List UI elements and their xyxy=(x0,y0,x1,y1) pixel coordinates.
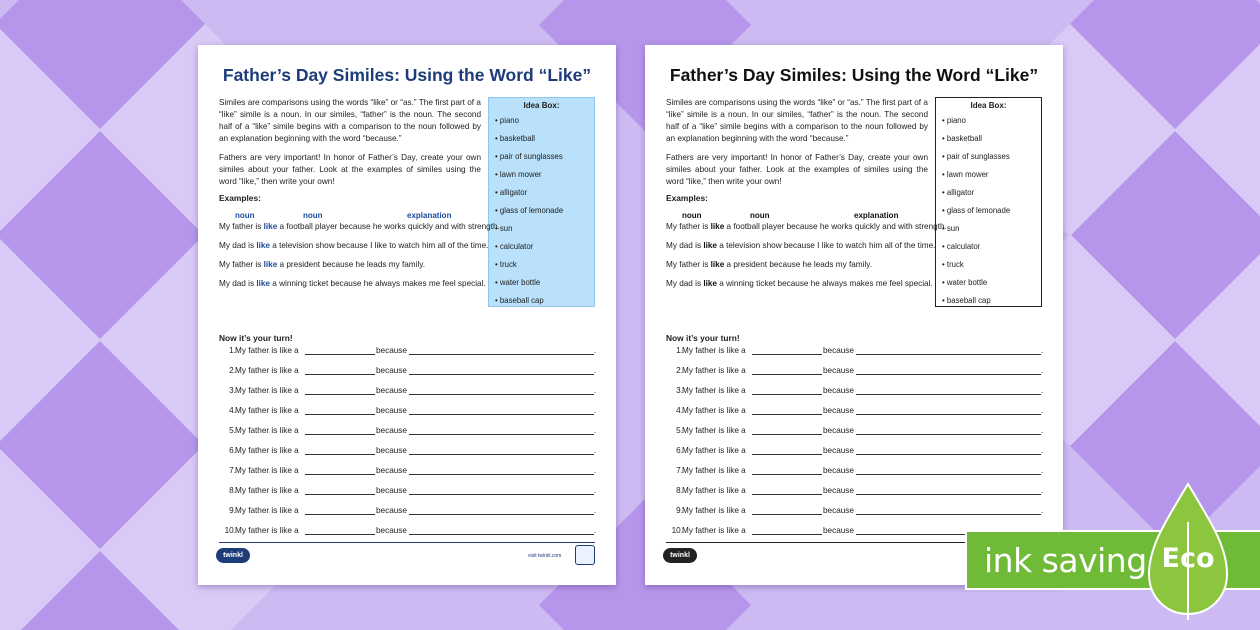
idea-item: • basketball xyxy=(942,130,1035,148)
footer-divider xyxy=(219,542,595,543)
blank-field[interactable] xyxy=(409,434,594,435)
worksheet-ink-saving xyxy=(645,45,1063,585)
blank-field[interactable] xyxy=(409,354,594,355)
blank-field[interactable] xyxy=(305,394,375,395)
blank-field[interactable] xyxy=(752,514,822,515)
eco-label: Eco xyxy=(1161,543,1215,574)
idea-box-heading: Idea Box: xyxy=(970,101,1007,110)
example-sentence: My dad is like a television show because I like to watch him all of the time. xyxy=(666,241,936,250)
examples-list xyxy=(219,221,604,297)
blank-field[interactable] xyxy=(409,474,594,475)
intro-text xyxy=(666,97,928,195)
blank-field[interactable] xyxy=(305,494,375,495)
blank-field[interactable] xyxy=(752,374,822,375)
example-sentence: My father is like a president because he leads my family. xyxy=(219,260,426,269)
blank-field[interactable] xyxy=(856,414,1041,415)
idea-item: • glass of lemonade xyxy=(942,202,1035,220)
blank-field[interactable] xyxy=(752,474,822,475)
worksheet-title: Father’s Day Similes: Using the Word “Like” xyxy=(669,65,1039,85)
example-sentence: My dad is like a winning ticket because he always makes me feel special. xyxy=(219,279,486,288)
idea-item: • baseball cap xyxy=(942,292,1035,310)
worksheet-title: Father’s Day Similes: Using the Word “Like” xyxy=(222,65,592,85)
blank-field[interactable] xyxy=(409,494,594,495)
blank-field[interactable] xyxy=(305,514,375,515)
idea-item: • baseball cap xyxy=(495,292,588,310)
idea-item: • calculator xyxy=(495,238,588,256)
explanation-label: explanation xyxy=(407,211,452,220)
idea-item: • pair of sunglasses xyxy=(942,148,1035,166)
quality-badge-icon xyxy=(575,545,595,565)
idea-item: • piano xyxy=(495,112,588,130)
blank-field[interactable] xyxy=(752,394,822,395)
blank-field[interactable] xyxy=(305,414,375,415)
intro-paragraph: Similes are comparisons using the words “like” or “as.” The first part of a “like” simile is a noun. In our similes, “father” is the noun. The second half of a “like” simile begins with a comparison to the noun followed by an explanation beginning with the word “because.” xyxy=(219,98,481,143)
writing-line: 7. My father is like a because . xyxy=(676,466,1044,475)
writing-line: 5. My father is like a because . xyxy=(229,426,597,435)
blank-field[interactable] xyxy=(856,374,1041,375)
idea-item: • sun xyxy=(942,220,1035,238)
idea-item: • calculator xyxy=(942,238,1035,256)
examples-heading: Examples: xyxy=(666,193,708,203)
writing-line: 6. My father is like a because . xyxy=(676,446,1044,455)
blank-field[interactable] xyxy=(752,354,822,355)
blank-field[interactable] xyxy=(752,494,822,495)
idea-item: • piano xyxy=(942,112,1035,130)
noun-label: noun xyxy=(235,211,255,220)
blank-field[interactable] xyxy=(856,514,1041,515)
writing-line: 10. My father is like a because . xyxy=(224,526,597,535)
intro-paragraph: Fathers are very important! In honor of Father’s Day, create your own similes about your father. Look at the examples of similes using the word “like,” then write your own! xyxy=(219,153,481,186)
visit-link: visit twinkl.com xyxy=(528,553,562,559)
writing-line: 8. My father is like a because . xyxy=(229,486,597,495)
writing-lines xyxy=(219,345,599,545)
twinkl-logo: twinkl xyxy=(663,548,697,563)
blank-field[interactable] xyxy=(409,374,594,375)
idea-item: • water bottle xyxy=(495,274,588,292)
blank-field[interactable] xyxy=(305,474,375,475)
blank-field[interactable] xyxy=(305,374,375,375)
blank-field[interactable] xyxy=(856,394,1041,395)
idea-item: • water bottle xyxy=(942,274,1035,292)
writing-line: 2. My father is like a because . xyxy=(676,366,1044,375)
blank-field[interactable] xyxy=(305,354,375,355)
blank-field[interactable] xyxy=(856,454,1041,455)
idea-item: • alligator xyxy=(942,184,1035,202)
writing-line: 3. My father is like a because . xyxy=(229,386,597,395)
idea-item: • glass of lemonade xyxy=(495,202,588,220)
writing-lines xyxy=(666,345,1046,545)
example-sentence: My dad is like a television show because I like to watch him all of the time. xyxy=(219,241,489,250)
blank-field[interactable] xyxy=(856,474,1041,475)
blank-field[interactable] xyxy=(409,394,594,395)
idea-item: • truck xyxy=(942,256,1035,274)
explanation-label: explanation xyxy=(854,211,899,220)
blank-field[interactable] xyxy=(409,414,594,415)
idea-box-heading: Idea Box: xyxy=(523,101,560,110)
blank-field[interactable] xyxy=(409,514,594,515)
your-turn-heading: Now it’s your turn! xyxy=(666,333,740,343)
blank-field[interactable] xyxy=(856,354,1041,355)
writing-line: 9. My father is like a because . xyxy=(229,506,597,515)
worksheet-color xyxy=(198,45,616,585)
intro-paragraph: Similes are comparisons using the words “like” or “as.” The first part of a “like” simile is a noun. In our similes, “father” is the noun. The second half of a “like” simile begins with a comparison to the noun followed by an explanation beginning with the word “because.” xyxy=(666,98,928,143)
noun-label: noun xyxy=(303,211,323,220)
idea-item: • truck xyxy=(495,256,588,274)
writing-line: 9. My father is like a because . xyxy=(676,506,1044,515)
noun-label: noun xyxy=(682,211,702,220)
writing-line: 10. My father is like a because xyxy=(666,525,1046,545)
writing-line: 3. My father is like a because . xyxy=(676,386,1044,395)
writing-line: 1. My father is like a because . xyxy=(676,346,1044,355)
blank-field[interactable] xyxy=(752,534,822,535)
writing-line: 4. My father is like a because . xyxy=(229,406,597,415)
idea-item: • lawn mower xyxy=(495,166,588,184)
examples-heading: Examples: xyxy=(219,193,261,203)
blank-field[interactable] xyxy=(752,414,822,415)
idea-item: • pair of sunglasses xyxy=(495,148,588,166)
noun-label: noun xyxy=(750,211,770,220)
blank-field[interactable] xyxy=(409,534,594,535)
blank-field[interactable] xyxy=(752,454,822,455)
intro-paragraph: Fathers are very important! In honor of Father’s Day, create your own similes about your father. Look at the examples of similes using the word “like,” then write your own! xyxy=(666,153,928,186)
example-sentence: My father is like a football player because he works quickly and with strength. xyxy=(219,222,500,231)
writing-line: 7. My father is like a because . xyxy=(229,466,597,475)
blank-field[interactable] xyxy=(409,454,594,455)
blank-field[interactable] xyxy=(305,434,375,435)
blank-field[interactable] xyxy=(752,434,822,435)
idea-item: • basketball xyxy=(495,130,588,148)
writing-line: 5. My father is like a because . xyxy=(676,426,1044,435)
example-sentence: My father is like a president because he leads my family. xyxy=(666,260,873,269)
part-of-speech-labels xyxy=(666,211,1046,221)
writing-line: 2. My father is like a because . xyxy=(229,366,597,375)
your-turn-heading: Now it’s your turn! xyxy=(219,333,293,343)
writing-line: 1. My father is like a because . xyxy=(229,346,597,355)
idea-item: • sun xyxy=(495,220,588,238)
example-sentence: My father is like a football player because he works quickly and with strength. xyxy=(666,222,947,231)
idea-item: • lawn mower xyxy=(942,166,1035,184)
writing-line: 8. My father is like a because . xyxy=(676,486,1044,495)
part-of-speech-labels xyxy=(219,211,599,221)
twinkl-logo: twinkl xyxy=(216,548,250,563)
ink-saving-label: ink saving xyxy=(984,541,1147,580)
idea-item: • alligator xyxy=(495,184,588,202)
examples-list xyxy=(666,221,1051,297)
writing-line: 6. My father is like a because . xyxy=(229,446,597,455)
blank-field[interactable] xyxy=(856,434,1041,435)
blank-field[interactable] xyxy=(305,454,375,455)
blank-field[interactable] xyxy=(856,494,1041,495)
intro-text xyxy=(219,97,481,195)
blank-field[interactable] xyxy=(305,534,375,535)
writing-line: 4. My father is like a because . xyxy=(676,406,1044,415)
example-sentence: My dad is like a winning ticket because he always makes me feel special. xyxy=(666,279,933,288)
